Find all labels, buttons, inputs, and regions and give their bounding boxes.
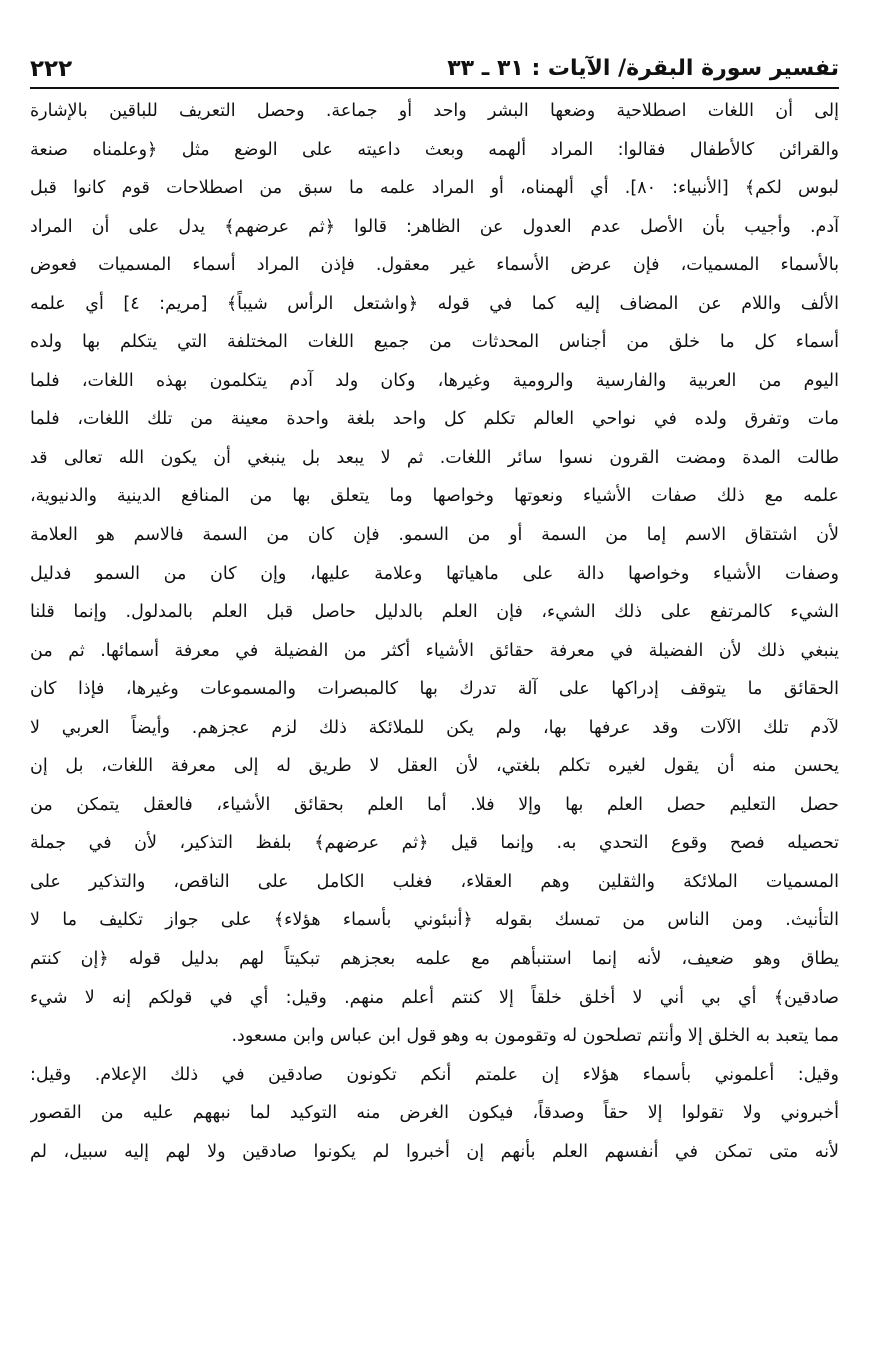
- text-line: وقيل: أعلموني بأسماء هؤلاء إن علمتم أنكم تكونون صادقين في ذلك الإعلام. وقيل:: [30, 1064, 839, 1085]
- text-line: حصل التعليم حصل العلم بها وإلا فلا. أما العلم بحقائق الأشياء، فالعقل يتمكن من: [30, 794, 839, 815]
- text-line: لأنه متى تمكن في أنفسهم العلم بأنهم إن أخبروا لم يكونوا صادقين ولا لهم إليه سبيل، لم: [30, 1141, 839, 1162]
- text-line: وصفات الأشياء وخواصها دالة على ماهياتها وعلامة عليها، وإن كان من السمو فدليل: [30, 563, 839, 584]
- text-line: المسميات الملائكة والثقلين وهم العقلاء، فغلب الكامل على الناقص، والتذكير على: [30, 871, 839, 892]
- text-line: إلى أن اللغات اصطلاحية وضعها البشر واحد أو جماعة. وحصل التعريف للباقين بالإشارة: [30, 101, 839, 121]
- text-line: لآدم تلك الآلات وقد عرفها بها، ولم يكن للملائكة ذلك لزم عجزهم. وأيضاً العربي لا: [30, 717, 839, 738]
- running-title: تفسير سورة البقرة/ الآيات : ٣١ ـ ٣٣: [447, 56, 839, 81]
- text-line: يحسن منه أن يقول لغيره تكلم بلغتي، لأن العقل لا طريق له إلى معرفة اللغات، بل إن: [30, 756, 839, 777]
- text-line: التأنيث. ومن الناس من تمسك بقوله ﴿أنبئوني بأسماء هؤلاء﴾ على جواز تكليف ما لا: [30, 910, 839, 931]
- page-header: [30, 48, 839, 84]
- text-line: ينبغي ذلك لأن الفضيلة في معرفة حقائق الأشياء أكثر من الفضيلة في معرفة أسمائها. ثم من: [30, 640, 839, 661]
- text-line: الحقائق ما يتوقف إدراكها على آلة تدرك بها كالمبصرات والمسموعات وغيرها، فإذا كان: [30, 679, 839, 700]
- text-line: لبوس لكم﴾ [الأنبياء: ٨٠]. أي ألهمناه، أو المراد علمه ما سبق من اصطلاحات قوم كانوا قبل: [30, 178, 839, 199]
- text-line: مات وتفرق ولده في نواحي العالم تكلم كل واحد بلغة واحدة معينة من تلك اللغات، فلما: [30, 409, 839, 430]
- text-line: الشيء كالمرتفع على ذلك الشيء، فإن العلم بالدليل حاصل قبل العلم بالمدلول. وإنما قلنا: [30, 602, 839, 623]
- text-line: بالأسماء المسميات، فإن عرض الأسماء غير معقول. فإذن المراد أسماء المسميات فعوض: [30, 255, 839, 276]
- page-number: ٢٢٢: [30, 56, 73, 82]
- text-line: لأن اشتقاق الاسم إما من السمة أو من السمو. فإن كان من السمة فالاسم هو العلامة: [30, 525, 839, 546]
- header-rule: [30, 87, 839, 89]
- text-line: مما يتعبد به الخلق إلا وأنتم تصلحون له وتقومون به وهو قول ابن عباس وابن مسعود.: [231, 1026, 839, 1047]
- text-line: الألف واللام عن المضاف إليه كما في قوله ﴿واشتعل الرأس شيباً﴾ [مريم: ٤] أي علمه: [30, 293, 839, 314]
- text-line: اليوم من العربية والفارسية والرومية وغيرها، وكان ولد آدم يتكلمون بهذه اللغات، فلما: [30, 370, 839, 391]
- text-line: صادقين﴾ أي بي أني لا أخلق خلقاً إلا كنتم أعلم منهم. وقيل: أي في قولكم إنه لا شيء: [30, 987, 839, 1008]
- text-line: يطاق وهو ضعيف، لأنه إنما استنبأهم مع علمه بعجزهم تبكيتاً لهم بدليل قوله ﴿إن كنتم: [30, 949, 839, 970]
- text-line: علمه مع ذلك صفات الأشياء ونعوتها وخواصها وما يتعلق بها من المنافع الدينية والدنيوية،: [30, 486, 839, 507]
- text-line: أخبروني ولا تقولوا إلا حقاً وصدقاً، فيكون الغرض منه التوكيد لما نبههم عليه من القصور: [30, 1103, 839, 1124]
- text-line: أسماء كل ما خلق من أجناس المحدثات من جميع اللغات المختلفة التي يتكلم بها ولده: [30, 332, 839, 353]
- text-line: آدم. وأجيب بأن الأصل عدم العدول عن الظاهر: قالوا ﴿ثم عرضهم﴾ يدل على أن المراد: [30, 216, 839, 237]
- text-body: [30, 92, 839, 1171]
- text-line: والقرائن كالأطفال فقالوا: المراد ألهمه وبعث داعيته على الوضع مثل ﴿وعلمناه صنعة: [30, 139, 839, 160]
- text-line: طالت المدة ومضت القرون نسوا سائر اللغات. ثم لا يبعد بل ينبغي أن يكون الله تعالى قد: [30, 447, 839, 468]
- text-line: تحصيله فصح وقوع التحدي به. وإنما قيل ﴿ثم عرضهم﴾ بلفظ التذكير، لأن في جملة: [30, 833, 839, 854]
